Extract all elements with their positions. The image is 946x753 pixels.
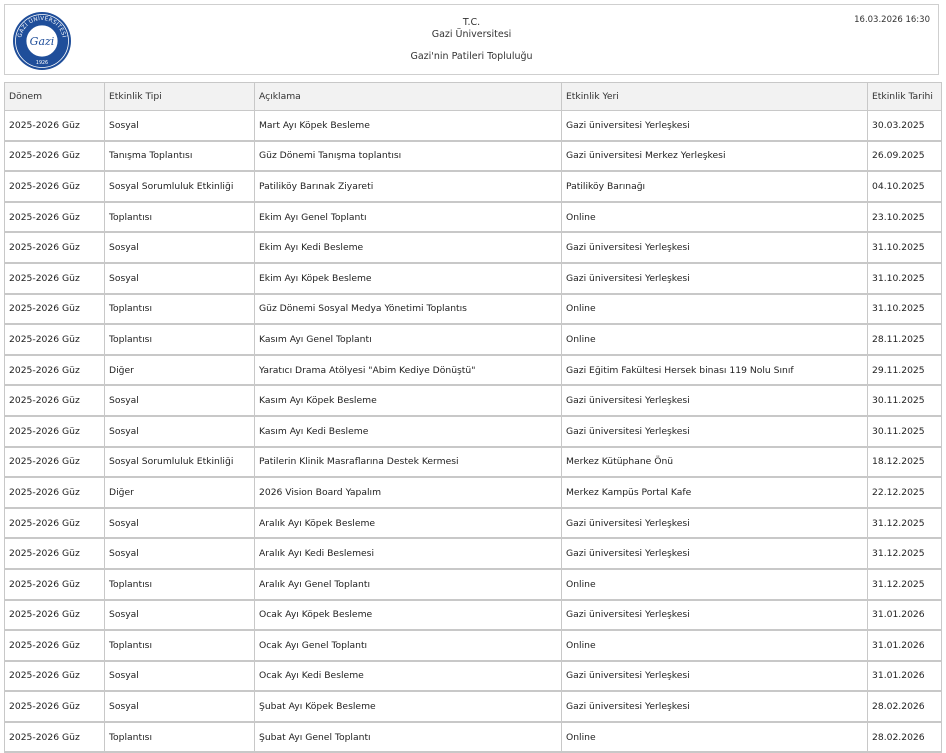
cell-etkinlik-tipi: Toplantısı [105, 630, 255, 661]
header-line-tc: T.C. [462, 17, 481, 28]
cell-etkinlik-tarihi: 31.12.2025 [868, 569, 942, 600]
cell-etkinlik-tarihi: 31.10.2025 [868, 232, 942, 263]
table-row [5, 447, 942, 478]
cell-etkinlik-tarihi: 31.12.2025 [868, 538, 942, 569]
cell-etkinlik-tipi: Toplantısı [105, 569, 255, 600]
cell-donem: 2025-2026 Güz [5, 202, 105, 233]
table-header-row [5, 83, 942, 111]
cell-donem: 2025-2026 Güz [5, 171, 105, 202]
cell-donem: 2025-2026 Güz [5, 141, 105, 172]
cell-etkinlik-yeri: Online [562, 569, 868, 600]
table-row [5, 477, 942, 508]
cell-etkinlik-tarihi: 22.12.2025 [868, 477, 942, 508]
header-line-university: Gazi Üniversitesi [431, 28, 512, 40]
cell-aciklama: Ekim Ayı Kedi Besleme [255, 232, 562, 263]
cell-donem: 2025-2026 Güz [5, 447, 105, 478]
cell-etkinlik-yeri: Gazi üniversitesi Yerleşkesi [562, 263, 868, 294]
table-row [5, 385, 942, 416]
cell-donem: 2025-2026 Güz [5, 355, 105, 386]
cell-donem: 2025-2026 Güz [5, 416, 105, 447]
table-row [5, 141, 942, 172]
cell-etkinlik-tipi: Toplantısı [105, 294, 255, 325]
table-row [5, 600, 942, 631]
cell-aciklama: Aralık Ayı Köpek Besleme [255, 508, 562, 539]
cell-etkinlik-tarihi: 29.11.2025 [868, 355, 942, 386]
report-header [4, 4, 939, 75]
cell-donem: 2025-2026 Güz [5, 232, 105, 263]
cell-etkinlik-yeri: Gazi üniversitesi Yerleşkesi [562, 416, 868, 447]
cell-etkinlik-yeri: Merkez Kütüphane Önü [562, 447, 868, 478]
cell-aciklama: Ocak Ayı Kedi Besleme [255, 661, 562, 692]
logo-center-text: Gazi [29, 35, 55, 48]
cell-donem: 2025-2026 Güz [5, 691, 105, 722]
cell-donem: 2025-2026 Güz [5, 630, 105, 661]
cell-etkinlik-tarihi: 31.10.2025 [868, 294, 942, 325]
cell-etkinlik-tipi: Toplantısı [105, 722, 255, 753]
cell-etkinlik-yeri: Online [562, 630, 868, 661]
cell-aciklama: Patiliköy Barınak Ziyareti [255, 171, 562, 202]
table-row [5, 324, 942, 355]
cell-etkinlik-yeri: Online [562, 294, 868, 325]
cell-etkinlik-tarihi: 31.01.2026 [868, 600, 942, 631]
cell-donem: 2025-2026 Güz [5, 263, 105, 294]
table-body [5, 111, 942, 753]
cell-etkinlik-yeri: Online [562, 202, 868, 233]
cell-aciklama: 2026 Vision Board Yapalım [255, 477, 562, 508]
logo-year: 1926 [35, 61, 49, 66]
table-row [5, 722, 942, 753]
cell-etkinlik-tipi: Sosyal [105, 416, 255, 447]
table-row [5, 171, 942, 202]
cell-donem: 2025-2026 Güz [5, 722, 105, 753]
cell-etkinlik-tipi: Sosyal [105, 600, 255, 631]
cell-etkinlik-tarihi: 31.01.2026 [868, 630, 942, 661]
cell-donem: 2025-2026 Güz [5, 538, 105, 569]
column-header-aciklama: Açıklama [255, 83, 562, 111]
cell-donem: 2025-2026 Güz [5, 569, 105, 600]
cell-etkinlik-yeri: Gazi üniversitesi Yerleşkesi [562, 691, 868, 722]
cell-etkinlik-tarihi: 28.02.2026 [868, 722, 942, 753]
column-header-etkinlik-tarihi: Etkinlik Tarihi [868, 83, 942, 111]
logo-ring-text: GAZİ ÜNİVERSİTESİ [17, 15, 67, 39]
cell-etkinlik-tipi: Diğer [105, 355, 255, 386]
report-timestamp: 16.03.2026 16:30 [854, 15, 930, 25]
cell-etkinlik-yeri: Online [562, 324, 868, 355]
cell-etkinlik-tarihi: 26.09.2025 [868, 141, 942, 172]
table-row [5, 202, 942, 233]
cell-etkinlik-yeri: Gazi Eğitim Fakültesi Hersek binası 119 Nolu Sınıf [562, 355, 868, 386]
table-row [5, 263, 942, 294]
table-row [5, 661, 942, 692]
cell-etkinlik-tipi: Tanışma Toplantısı [105, 141, 255, 172]
cell-etkinlik-yeri: Gazi üniversitesi Yerleşkesi [562, 538, 868, 569]
table-row [5, 691, 942, 722]
cell-etkinlik-yeri: Online [562, 722, 868, 753]
column-header-etkinlik-yeri: Etkinlik Yeri [562, 83, 868, 111]
cell-aciklama: Aralık Ayı Genel Toplantı [255, 569, 562, 600]
cell-etkinlik-yeri: Gazi üniversitesi Merkez Yerleşkesi [562, 141, 868, 172]
table-row [5, 569, 942, 600]
cell-etkinlik-tipi: Sosyal [105, 661, 255, 692]
table-row [5, 355, 942, 386]
cell-etkinlik-tarihi: 23.10.2025 [868, 202, 942, 233]
table-row [5, 538, 942, 569]
cell-donem: 2025-2026 Güz [5, 385, 105, 416]
cell-aciklama: Güz Dönemi Sosyal Medya Yönetimi Toplantıs [255, 294, 562, 325]
cell-etkinlik-tarihi: 28.11.2025 [868, 324, 942, 355]
cell-etkinlik-yeri: Gazi üniversitesi Yerleşkesi [562, 232, 868, 263]
cell-donem: 2025-2026 Güz [5, 508, 105, 539]
cell-etkinlik-yeri: Gazi üniversitesi Yerleşkesi [562, 600, 868, 631]
events-table [4, 82, 942, 753]
cell-etkinlik-tarihi: 30.03.2025 [868, 111, 942, 141]
cell-etkinlik-tarihi: 31.01.2026 [868, 661, 942, 692]
table-row [5, 630, 942, 661]
cell-aciklama: Mart Ayı Köpek Besleme [255, 111, 562, 141]
cell-aciklama: Şubat Ayı Genel Toplantı [255, 722, 562, 753]
cell-etkinlik-tarihi: 04.10.2025 [868, 171, 942, 202]
cell-aciklama: Kasım Ayı Köpek Besleme [255, 385, 562, 416]
table-row [5, 508, 942, 539]
table-row [5, 111, 942, 141]
cell-etkinlik-yeri: Gazi üniversitesi Yerleşkesi [562, 508, 868, 539]
cell-etkinlik-tipi: Sosyal [105, 111, 255, 141]
cell-donem: 2025-2026 Güz [5, 477, 105, 508]
cell-etkinlik-tipi: Sosyal [105, 508, 255, 539]
cell-aciklama: Yaratıcı Drama Atölyesi "Abim Kediye Dönüştü" [255, 355, 562, 386]
cell-etkinlik-tarihi: 30.11.2025 [868, 385, 942, 416]
cell-aciklama: Kasım Ayı Genel Toplantı [255, 324, 562, 355]
cell-donem: 2025-2026 Güz [5, 324, 105, 355]
cell-etkinlik-yeri: Gazi üniversitesi Yerleşkesi [562, 385, 868, 416]
cell-aciklama: Şubat Ayı Köpek Besleme [255, 691, 562, 722]
cell-etkinlik-tipi: Sosyal [105, 538, 255, 569]
cell-aciklama: Ekim Ayı Genel Toplantı [255, 202, 562, 233]
column-header-etkinlik-tipi: Etkinlik Tipi [105, 83, 255, 111]
cell-aciklama: Aralık Ayı Kedi Beslemesi [255, 538, 562, 569]
cell-aciklama: Ocak Ayı Genel Toplantı [255, 630, 562, 661]
cell-aciklama: Kasım Ayı Kedi Besleme [255, 416, 562, 447]
cell-donem: 2025-2026 Güz [5, 294, 105, 325]
cell-etkinlik-tarihi: 31.12.2025 [868, 508, 942, 539]
cell-etkinlik-yeri: Merkez Kampüs Portal Kafe [562, 477, 868, 508]
cell-etkinlik-tipi: Sosyal Sorumluluk Etkinliği [105, 171, 255, 202]
cell-aciklama: Ocak Ayı Köpek Besleme [255, 600, 562, 631]
table-row [5, 416, 942, 447]
header-line-club: Gazi'nin Patileri Topluluğu [410, 51, 533, 62]
cell-etkinlik-tipi: Toplantısı [105, 324, 255, 355]
cell-etkinlik-tarihi: 28.02.2026 [868, 691, 942, 722]
cell-etkinlik-yeri: Gazi üniversitesi Yerleşkesi [562, 661, 868, 692]
column-header-donem: Dönem [5, 83, 105, 111]
cell-etkinlik-tipi: Sosyal [105, 385, 255, 416]
cell-etkinlik-tipi: Diğer [105, 477, 255, 508]
cell-aciklama: Güz Dönemi Tanışma toplantısı [255, 141, 562, 172]
cell-aciklama: Patilerin Klinik Masraflarına Destek Kermesi [255, 447, 562, 478]
cell-etkinlik-tipi: Toplantısı [105, 202, 255, 233]
table-row [5, 232, 942, 263]
table-row [5, 294, 942, 325]
cell-etkinlik-tipi: Sosyal Sorumluluk Etkinliği [105, 447, 255, 478]
cell-etkinlik-tipi: Sosyal [105, 232, 255, 263]
cell-etkinlik-tipi: Sosyal [105, 263, 255, 294]
cell-etkinlik-tarihi: 18.12.2025 [868, 447, 942, 478]
header-title-block [5, 17, 938, 63]
cell-etkinlik-tarihi: 31.10.2025 [868, 263, 942, 294]
cell-etkinlik-yeri: Gazi üniversitesi Yerleşkesi [562, 111, 868, 141]
cell-etkinlik-tarihi: 30.11.2025 [868, 416, 942, 447]
cell-aciklama: Ekim Ayı Köpek Besleme [255, 263, 562, 294]
cell-donem: 2025-2026 Güz [5, 661, 105, 692]
cell-donem: 2025-2026 Güz [5, 111, 105, 141]
cell-donem: 2025-2026 Güz [5, 600, 105, 631]
cell-etkinlik-yeri: Patiliköy Barınağı [562, 171, 868, 202]
cell-etkinlik-tipi: Sosyal [105, 691, 255, 722]
